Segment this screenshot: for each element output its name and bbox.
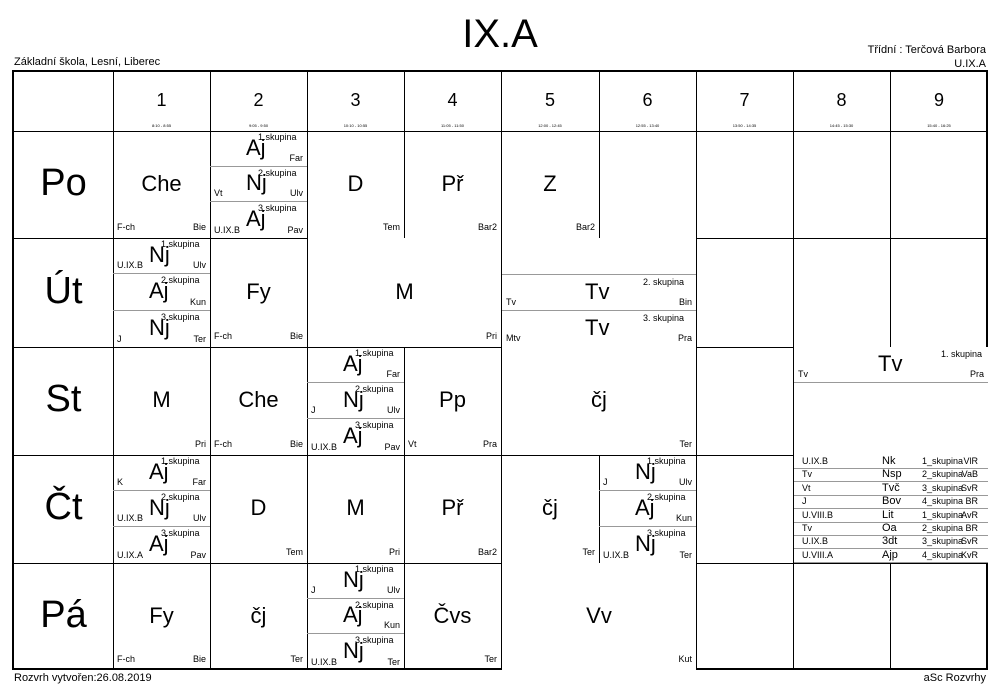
page-title: IX.A <box>462 12 538 56</box>
lesson-group: 1. skupina <box>940 349 982 359</box>
group-lesson <box>113 455 210 491</box>
group-lesson <box>599 527 696 563</box>
class-teacher: Třídní : Terčová Barbora <box>867 44 986 56</box>
lesson-group: 4_skupina <box>922 549 964 560</box>
lesson-teacher: Ter <box>290 654 303 664</box>
lesson-subject: Nsp <box>882 468 902 481</box>
lesson-group: 3.skupina <box>161 311 200 322</box>
period-header-2 <box>210 90 307 128</box>
lesson-room: U.IX.B <box>117 260 144 271</box>
lesson-teacher: VaB <box>961 469 978 480</box>
lesson-pa-5-6 <box>501 563 696 670</box>
lesson-room: U.IX.B <box>311 656 338 667</box>
period-time: 11:05 - 11:50 <box>441 123 464 128</box>
lesson-st-2 <box>210 347 307 455</box>
lesson-teacher: Pav <box>190 550 206 560</box>
lesson-teacher: Pav <box>384 442 400 452</box>
lesson-room: U.IX.B <box>311 442 338 452</box>
lesson-ut-2 <box>210 238 307 347</box>
lesson-teacher: Bie <box>289 439 303 449</box>
lesson-teacher: Bie <box>192 222 206 232</box>
lesson-subject: Aj <box>343 602 363 628</box>
lesson-st-4 <box>404 347 501 455</box>
lesson-teacher: Pra <box>969 369 984 379</box>
lesson-room: J <box>802 496 807 507</box>
lesson-subject: čj <box>591 387 607 412</box>
period-time: 12:55 - 13:40 <box>635 123 660 128</box>
lesson-teacher: Pri <box>195 439 206 449</box>
lesson-group: 1.skupina <box>355 564 394 574</box>
lesson-teacher: Tem <box>285 547 303 557</box>
day-label-ct: Čt <box>44 486 83 528</box>
lesson-teacher: Bar2 <box>477 547 497 557</box>
lesson-room: F-ch <box>214 331 232 341</box>
group-lesson <box>307 383 404 419</box>
lesson-teacher: Kut <box>678 654 692 664</box>
lesson-po-5 <box>501 131 599 238</box>
lesson-ct-8-9 <box>793 455 988 563</box>
lesson-group: 1.skupina <box>647 456 686 466</box>
group-lesson <box>307 634 404 670</box>
lesson-group: 1.skupina <box>258 132 297 142</box>
lesson-group: 3_skupina <box>922 536 964 547</box>
lesson-room: Vt <box>408 439 417 449</box>
day-label-pa: Pá <box>40 594 87 636</box>
group-lesson <box>113 274 210 310</box>
created-date: Rozvrh vytvořen:26.08.2019 <box>14 672 152 684</box>
lesson-teacher: Ter <box>193 333 206 344</box>
lesson-teacher: KvR <box>960 549 978 560</box>
group-lesson <box>599 491 696 527</box>
period-number: 6 <box>642 90 653 110</box>
period-time: 13:50 - 14:35 <box>732 123 757 128</box>
lesson-teacher: Ter <box>484 654 497 664</box>
period-header-7 <box>696 90 793 128</box>
lesson-group: 1_skupina <box>922 509 964 520</box>
lesson-teacher: SvR <box>960 482 978 493</box>
day-label-po: Po <box>40 162 87 204</box>
lesson-subject: Aj <box>149 278 169 304</box>
lesson-subject: Ajp <box>882 548 898 561</box>
lesson-subject: Nk <box>882 455 896 467</box>
period-number: 1 <box>156 90 167 110</box>
lesson-group: 2.skupina <box>161 492 200 502</box>
lesson-room: U.VIII.A <box>802 549 834 560</box>
lesson-subject: D <box>250 495 267 520</box>
lesson-group: 3.skupina <box>258 203 297 214</box>
lesson-group: 3.skupina <box>355 420 394 430</box>
lesson-subject: Aj <box>246 134 266 160</box>
lesson-group: 1.skupina <box>355 348 394 358</box>
lesson-ut-1 <box>113 238 210 347</box>
lesson-pa-1 <box>113 563 210 670</box>
lesson-room: U.VIII.B <box>802 509 834 520</box>
lesson-subject: Aj <box>343 423 363 448</box>
lesson-group: 2. skupina <box>642 277 684 287</box>
lesson-room: U.IX.B <box>214 224 241 235</box>
lesson-room: Tv <box>506 297 516 307</box>
lesson-teacher: Pra <box>677 333 692 343</box>
lesson-room: Vt <box>214 188 223 199</box>
lesson-ct-1 <box>113 455 210 563</box>
lesson-subject: Z <box>543 170 557 196</box>
lesson-subject: Tvč <box>882 481 900 494</box>
period-header-1 <box>113 90 210 128</box>
lesson-room: U.IX.B <box>802 456 829 466</box>
lesson-group: 2_skupina <box>922 469 964 480</box>
lesson-subject: Fy <box>246 278 271 304</box>
lesson-teacher: Ter <box>679 439 692 449</box>
period-time: 15:40 - 16:25 <box>927 123 951 128</box>
lesson-subject: Vv <box>586 602 612 628</box>
period-header-4 <box>404 90 501 128</box>
period-header-8 <box>793 90 890 128</box>
lesson-teacher: Ulv <box>679 477 692 487</box>
day-label-ut: Út <box>44 270 83 312</box>
lesson-po-3 <box>307 131 404 238</box>
option-lesson <box>794 482 988 496</box>
group-lesson <box>307 599 404 635</box>
lesson-subject: Aj <box>635 495 655 520</box>
lesson-subject: Che <box>141 170 182 196</box>
lesson-room: U.IX.B <box>603 550 630 560</box>
lesson-group: 1_skupina <box>922 456 964 466</box>
lesson-pa-3 <box>307 563 404 670</box>
group-lesson <box>113 527 210 563</box>
lesson-group: 1.skupina <box>161 456 200 466</box>
lesson-st-1 <box>113 347 210 455</box>
day-label-st: St <box>45 378 82 420</box>
lesson-teacher: Ulv <box>290 188 303 199</box>
option-lesson <box>794 468 988 482</box>
lesson-subject: Nj <box>246 170 267 196</box>
period-number: 7 <box>739 90 750 110</box>
lesson-teacher: Bie <box>289 331 303 341</box>
lesson-ct-2 <box>210 455 307 563</box>
lesson-teacher: Ter <box>582 547 595 557</box>
period-header-3 <box>307 90 404 128</box>
lesson-ut-3-4 <box>307 238 501 347</box>
lesson-group: 2.skupina <box>355 384 394 394</box>
period-number: 3 <box>350 90 361 110</box>
group-lesson <box>210 131 307 167</box>
period-time: 10:10 - 10:55 <box>343 123 368 128</box>
lesson-teacher: VlR <box>963 456 978 466</box>
lesson-room: Tv <box>798 369 808 379</box>
lesson-subject: Nj <box>343 566 364 592</box>
lesson-teacher: Pri <box>389 547 400 557</box>
period-header-5 <box>501 90 599 128</box>
lesson-group: 2_skupina <box>922 523 964 533</box>
option-lesson <box>794 509 988 523</box>
lesson-subject: Bov <box>882 495 901 508</box>
option-lesson <box>794 495 988 509</box>
lesson-teacher: Far <box>289 152 303 163</box>
lesson-subject: 3dt <box>882 535 898 548</box>
timetable-grid <box>12 70 988 670</box>
group-lesson <box>794 347 988 383</box>
lesson-teacher: Ulv <box>387 584 400 595</box>
lesson-room: J <box>311 584 316 595</box>
lesson-st-3 <box>307 347 404 455</box>
class-info <box>868 43 986 71</box>
lesson-teacher: Kun <box>383 620 400 631</box>
lesson-teacher: Pra <box>482 439 497 449</box>
group-lesson <box>113 238 210 274</box>
lesson-subject: Che <box>238 387 279 412</box>
period-number: 9 <box>933 90 944 110</box>
lesson-room: F-ch <box>117 222 135 232</box>
lesson-subject: Tv <box>585 279 610 304</box>
lesson-group: 3.skupina <box>161 528 200 538</box>
lesson-subject: M <box>395 278 414 304</box>
lesson-subject: čj <box>542 495 558 520</box>
group-lesson <box>113 311 210 347</box>
lesson-teacher: Bar2 <box>477 222 497 232</box>
lesson-teacher: Ter <box>679 550 692 560</box>
lesson-subject: M <box>346 495 365 520</box>
lesson-group: 2.skupina <box>258 167 297 178</box>
lesson-room: J <box>117 333 122 344</box>
lesson-teacher: Ulv <box>193 513 206 523</box>
period-number: 5 <box>544 90 555 110</box>
lesson-po-2 <box>210 131 307 238</box>
school-name: Základní škola, Lesní, Liberec <box>14 56 161 68</box>
lesson-teacher: BR <box>965 496 978 507</box>
group-lesson <box>307 419 404 455</box>
lesson-subject: M <box>152 387 171 412</box>
lesson-subject: Aj <box>246 206 266 232</box>
lesson-group: 3.skupina <box>355 635 394 646</box>
lesson-teacher: Ulv <box>193 260 206 271</box>
lesson-subject: Fy <box>149 602 174 628</box>
period-time: 14:45 - 15:30 <box>829 123 854 128</box>
group-lesson <box>502 310 696 346</box>
lesson-room: Tv <box>802 523 812 533</box>
group-lesson <box>307 347 404 383</box>
lesson-teacher: Kun <box>189 296 206 307</box>
lesson-group: 4_skupina <box>922 496 964 507</box>
lesson-ct-6 <box>599 455 696 563</box>
lesson-group: 2.skupina <box>647 492 686 502</box>
lesson-room: K <box>117 477 124 487</box>
lesson-st-5-6 <box>501 347 696 455</box>
lesson-room: U.IX.A <box>117 550 144 560</box>
lesson-room: J <box>311 405 316 415</box>
lesson-teacher: Tem <box>382 222 400 232</box>
period-time: 8:10 - 8:55 <box>151 123 172 128</box>
lesson-room: J <box>603 477 608 487</box>
lesson-group: 1.skupina <box>161 239 200 249</box>
period-header-6 <box>599 90 696 128</box>
lesson-teacher: BR <box>965 523 978 533</box>
lesson-pa-4 <box>404 563 501 670</box>
lesson-group: 2.skupina <box>161 275 200 286</box>
software-brand: aSc Rozvrhy <box>923 672 986 684</box>
class-code: U.IX.A <box>954 58 986 70</box>
lesson-subject: Aj <box>149 531 169 556</box>
period-number: 2 <box>253 90 264 110</box>
lesson-po-1 <box>113 131 210 238</box>
lesson-ct-4 <box>404 455 501 563</box>
group-lesson <box>113 491 210 527</box>
lesson-teacher: Far <box>192 477 206 487</box>
lesson-room: F-ch <box>214 439 232 449</box>
lesson-subject: Pp <box>439 387 466 412</box>
period-time: 9:05 - 9:50 <box>248 123 269 128</box>
lesson-teacher: Bar2 <box>575 222 595 232</box>
option-lesson <box>794 455 988 469</box>
lesson-subject: Př <box>441 495 464 520</box>
option-lesson <box>794 522 988 536</box>
lesson-teacher: Pav <box>287 224 303 235</box>
lesson-subject: Nj <box>149 314 170 340</box>
lesson-teacher: Far <box>386 369 400 379</box>
option-lesson <box>794 535 988 549</box>
lesson-subject: Lit <box>882 508 894 521</box>
lesson-subject: Tv <box>878 351 903 376</box>
lesson-subject: čj <box>250 602 267 628</box>
lesson-group: 2.skupina <box>355 599 394 610</box>
lesson-subject: Nj <box>149 495 170 520</box>
lesson-subject: Nj <box>149 242 170 268</box>
lesson-teacher: Bin <box>678 297 692 307</box>
lesson-room: Vt <box>802 482 811 493</box>
group-lesson <box>210 202 307 238</box>
group-lesson <box>307 563 404 599</box>
lesson-po-4 <box>404 131 501 238</box>
lesson-room: Mtv <box>506 333 521 343</box>
lesson-teacher: Pri <box>486 331 497 341</box>
lesson-ct-3 <box>307 455 404 563</box>
lesson-teacher: AvR <box>961 509 978 520</box>
lesson-group: 3_skupina <box>922 482 964 493</box>
lesson-subject: Oa <box>882 522 897 534</box>
lesson-room: U.IX.B <box>802 536 829 547</box>
group-lesson <box>210 167 307 203</box>
lesson-subject: Čvs <box>433 602 472 628</box>
lesson-group: 3.skupina <box>647 528 686 538</box>
lesson-room: F-ch <box>117 654 135 664</box>
lesson-subject: Aj <box>343 351 363 376</box>
lesson-teacher: SvR <box>960 536 978 547</box>
lesson-st-8-9 <box>793 347 988 455</box>
period-header-9 <box>890 90 988 128</box>
period-number: 4 <box>447 90 458 110</box>
option-lesson <box>794 549 988 563</box>
lesson-group: 3. skupina <box>642 313 684 323</box>
lesson-subject: Aj <box>149 459 169 484</box>
lesson-teacher: Kun <box>675 513 692 523</box>
lesson-room: U.IX.B <box>117 513 144 523</box>
lesson-pa-2 <box>210 563 307 670</box>
lesson-subject: Nj <box>343 638 364 664</box>
lesson-ct-5 <box>501 455 599 563</box>
lesson-ut-5-6 <box>501 238 696 347</box>
lesson-room: Tv <box>802 469 812 480</box>
lesson-subject: Nj <box>635 531 656 556</box>
group-lesson <box>599 455 696 491</box>
lesson-subject: Př <box>441 170 464 196</box>
lesson-teacher: Ulv <box>387 405 400 415</box>
period-time: 12:00 - 12:45 <box>538 123 562 128</box>
lesson-subject: D <box>347 170 364 196</box>
group-lesson <box>502 274 696 310</box>
lesson-subject: Nj <box>635 459 656 484</box>
lesson-teacher: Bie <box>192 654 206 664</box>
lesson-teacher: Ter <box>387 656 400 667</box>
period-number: 8 <box>836 90 847 110</box>
lesson-subject: Tv <box>585 315 610 340</box>
lesson-subject: Nj <box>343 387 364 412</box>
